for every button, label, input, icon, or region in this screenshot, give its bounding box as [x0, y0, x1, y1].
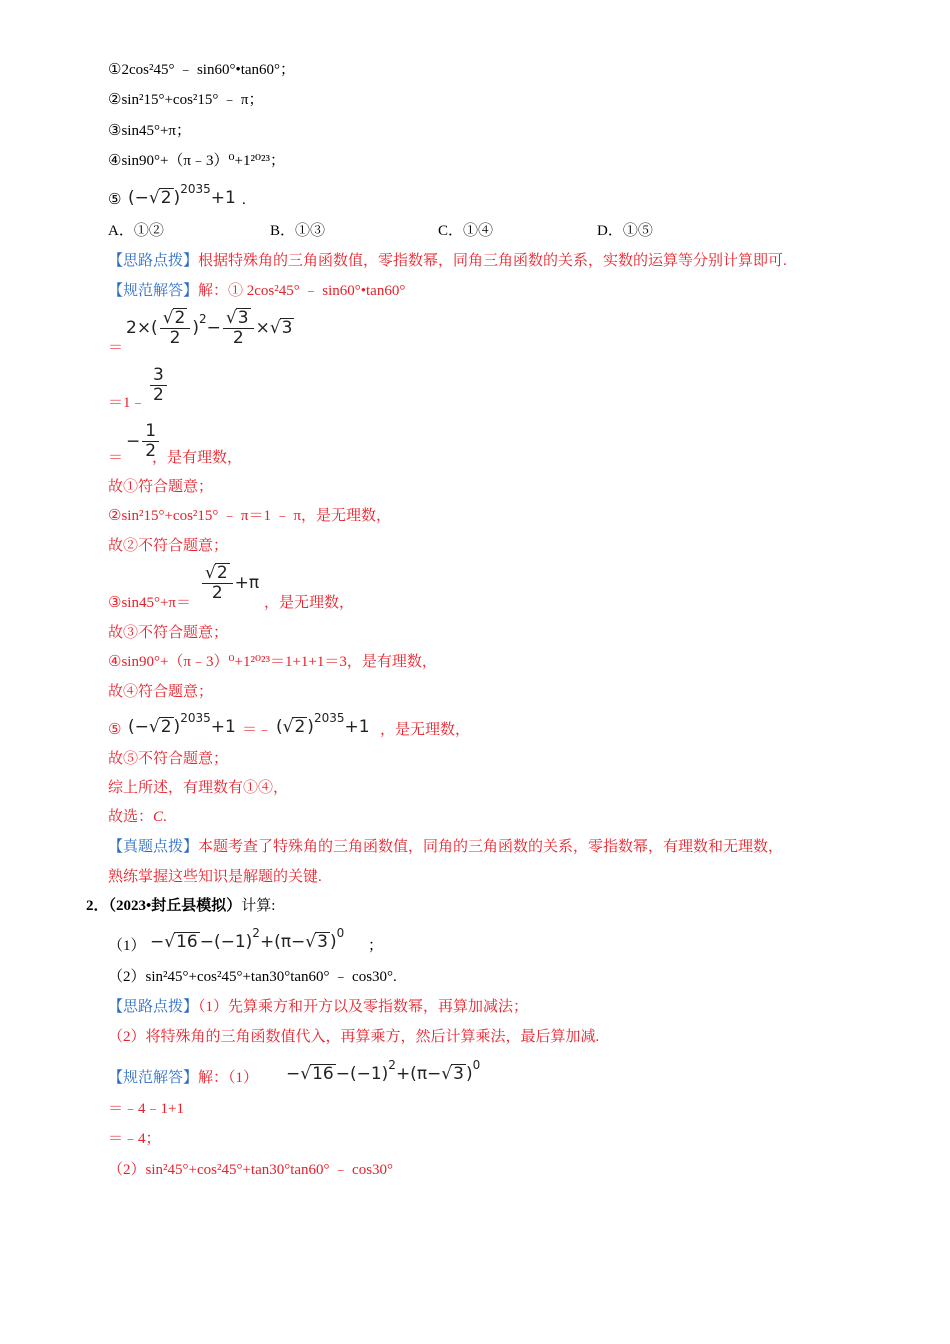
q2-hint-cont: （2）将特殊角的三角函数值代入，再算乘方，然后计算乘法，最后算加减. [108, 1029, 600, 1045]
q2-hint: 【思路点拨】（1）先算乘方和开方以及零指数幂，再算加减法； [108, 999, 529, 1015]
q1-item-3: ③sin45°+π； [108, 123, 191, 139]
q1-item-5-prefix: ⑤ [108, 192, 122, 208]
q1-step8: 故③不符合题意； [108, 625, 229, 641]
q1-step11-formula-right: (√2 )$^{2035}$+1 [276, 711, 370, 737]
q1-step1-formula: 2×( $\frac{√2}{2}$ )$^2$− $\frac{√3}{2}$ ×√3 [126, 308, 293, 348]
q1-step4: 故①符合题意； [108, 479, 214, 495]
q1-solution-intro: 【规范解答】解：① 2cos²45° ﹣ sin60°•tan60° [108, 283, 406, 299]
q1-step11-prefix: ⑤ [108, 722, 122, 738]
q1-step11-tail: ，是无理数， [380, 722, 471, 738]
q1-step3-tail: ，是有理数， [152, 450, 243, 466]
q2-header: 2．（2023•封丘县模拟）计算: [86, 898, 276, 914]
q2-result-3: （2）sin²45°+cos²45°+tan30°tan60° ﹣ cos30° [108, 1162, 394, 1178]
q1-step7-prefix: ③sin45°+π＝ [108, 595, 191, 611]
q1-step1-eq: ＝ [108, 340, 124, 356]
option-d: D．①⑤ [597, 223, 653, 239]
option-b: B．①③ [270, 223, 326, 239]
q2-solution-intro: 【规范解答】解：（1） [108, 1070, 259, 1086]
q2-part1-formula: $-√16 -(-1)^2+(\pi-√3$ )$^0$ [150, 926, 345, 952]
q1-step2-frac: $\frac{3}{2}$ [148, 366, 169, 405]
q1-item-4: ④sin90°+（π﹣3）⁰+1²⁰²³； [108, 153, 285, 169]
option-a: A．①② [108, 223, 164, 239]
q1-step7-tail: ，是无理数， [264, 595, 355, 611]
q2-result-1: ＝﹣4﹣1+1 [108, 1101, 184, 1117]
q1-item-1: ①2cos²45° ﹣ sin60°•tan60°； [108, 62, 296, 78]
q1-step13: 综上所述，有理数有①④， [108, 780, 289, 796]
q2-part1-tail: ； [368, 938, 384, 954]
q1-step3-eq: ＝ [108, 450, 124, 466]
q1-item-5-tail: . [242, 192, 246, 208]
q1-item-2: ②sin²15°+cos²15° ﹣ π； [108, 92, 264, 108]
q1-item-5-formula: (−√2 )$^{2035}$+1 [128, 182, 236, 208]
q1-step11-eq: ＝﹣ [242, 722, 273, 738]
q1-step12: 故⑤不符合题意； [108, 751, 229, 767]
q1-step14: 故选：C. [108, 809, 167, 825]
q1-step10: 故④符合题意； [108, 684, 214, 700]
q1-step7-formula: $\frac{√2}{2}$ +π [200, 563, 259, 603]
q2-result-2: ＝﹣4； [108, 1131, 161, 1147]
q1-key-point: 【真题点拨】本题考查了特殊角的三角函数值，同角的三角函数的关系，零指数幂，有理数和无理数， [108, 839, 784, 855]
q1-step5: ②sin²15°+cos²15° ﹣ π＝1 ﹣ π，是无理数， [108, 508, 392, 524]
q2-solution-formula: $-√16 -(-1)^2+(\pi-√3$ )$^0$ [286, 1058, 481, 1084]
option-c: C．①④ [438, 223, 494, 239]
q2-part2: （2）sin²45°+cos²45°+tan30°tan60° ﹣ cos30°. [108, 969, 397, 985]
q1-step11-formula-left: (−√2 )$^{2035}$+1 [128, 711, 236, 737]
q1-key-point-cont: 熟练掌握这些知识是解题的关键. [108, 869, 322, 885]
q1-step6: 故②不符合题意； [108, 538, 229, 554]
q1-step2: ＝1﹣ [108, 395, 146, 411]
q1-hint: 【思路点拨】根据特殊角的三角函数值，零指数幂，同角三角函数的关系，实数的运算等分别计算即可. [108, 253, 787, 269]
q2-part1-label: （1） [108, 938, 146, 954]
q1-step3-frac: − $\frac{1}{2}$ [126, 422, 161, 461]
q1-step9: ④sin90°+（π﹣3）⁰+1²⁰²³＝1+1+1＝3，是有理数， [108, 654, 437, 670]
